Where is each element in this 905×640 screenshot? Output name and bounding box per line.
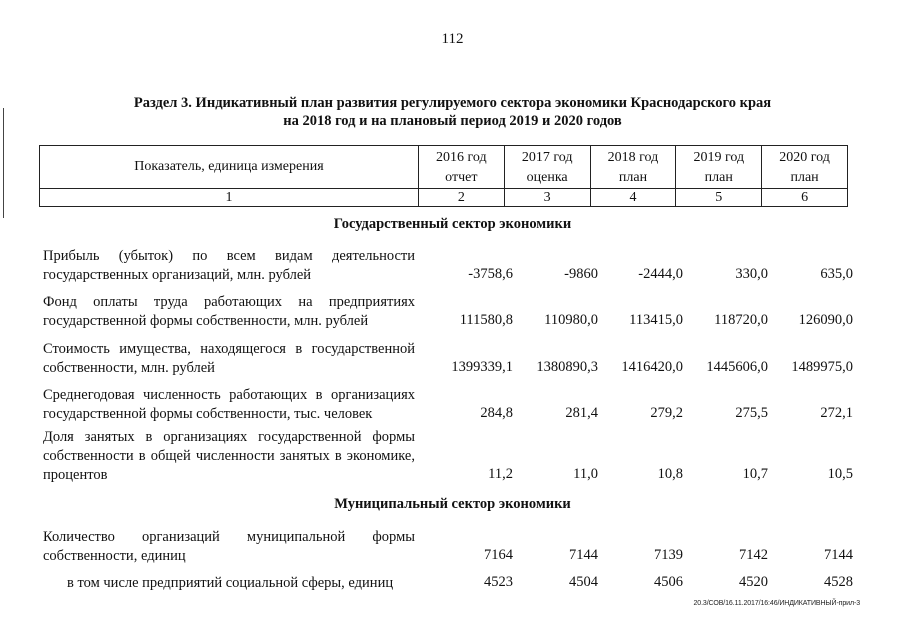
- value-cell: 4528: [824, 574, 853, 590]
- value-cell: 330,0: [735, 266, 768, 282]
- value-cell: -2444,0: [638, 266, 683, 282]
- column-number: 4: [590, 189, 676, 207]
- value-cell: 1416420,0: [621, 359, 683, 375]
- value-cell: 4504: [569, 574, 598, 590]
- value-cell: 10,7: [742, 466, 768, 482]
- year-kind: отчет: [445, 170, 478, 185]
- table-header: [39, 145, 848, 207]
- year-header-2019: [676, 146, 762, 189]
- value-cell: 1380890,3: [536, 359, 598, 375]
- value-cell: 4523: [484, 574, 513, 590]
- year-label: 2018 год: [607, 150, 659, 165]
- section-heading-municipal: Муниципальный сектор экономики: [334, 496, 571, 512]
- year-kind: план: [618, 170, 648, 185]
- value-cell: 11,2: [488, 466, 513, 482]
- value-cell: 110980,0: [544, 312, 598, 328]
- value-cell: 279,2: [650, 405, 683, 421]
- value-cell: 4520: [739, 574, 768, 590]
- section-title-line2: на 2018 год и на плановый период 2019 и 2020 годов: [283, 113, 622, 129]
- year-header-2018: [590, 146, 676, 189]
- column-number: 3: [504, 189, 590, 207]
- value-cell: 272,1: [820, 405, 853, 421]
- year-header-2016: [418, 146, 504, 189]
- row-label: в том числе предприятий социальной сферы, единиц: [67, 575, 394, 591]
- row-label: Среднегодовая численность работающих в организациях государственной формы собственности, тыс. человек: [43, 387, 415, 422]
- column-number: 6: [762, 189, 848, 207]
- year-kind: план: [704, 170, 733, 185]
- value-cell: 284,8: [480, 405, 513, 421]
- value-cell: 111580,8: [459, 312, 513, 328]
- document-code: 20.3/СОВ/16.11.2017/16:46/ИНДИКАТИВНЫЙ-прил-3: [693, 600, 860, 607]
- row-label: Фонд оплаты труда работающих на предприятиях государственной формы собственности, млн. рублей: [43, 294, 415, 329]
- value-cell: 10,5: [827, 466, 853, 482]
- indicator-header: Показатель, единица измерения: [40, 146, 419, 189]
- value-cell: 126090,0: [798, 312, 853, 328]
- value-cell: 4506: [654, 574, 683, 590]
- value-cell: 281,4: [565, 405, 598, 421]
- value-cell: 7144: [569, 547, 598, 563]
- value-cell: 7164: [484, 547, 513, 563]
- value-cell: -9860: [564, 266, 598, 282]
- value-cell: 1399339,1: [451, 359, 513, 375]
- section-heading-state: Государственный сектор экономики: [333, 216, 572, 232]
- value-cell: 1489975,0: [791, 359, 853, 375]
- row-label: Стоимость имущества, находящегося в государственной собственности, млн. рублей: [43, 341, 415, 376]
- row-label: Количество организаций муниципальной формы собственности, единиц: [43, 529, 415, 564]
- section-title-line1: Раздел 3. Индикативный план развития регулируемого сектора экономики Краснодарского края: [133, 95, 772, 111]
- year-header-2020: [762, 146, 848, 189]
- value-cell: 113415,0: [629, 312, 683, 328]
- value-cell: 7142: [739, 547, 768, 563]
- value-cell: 635,0: [820, 266, 853, 282]
- year-kind: оценка: [526, 170, 568, 185]
- value-cell: 1445606,0: [706, 359, 768, 375]
- value-cell: 7144: [824, 547, 853, 563]
- year-header-2017: [504, 146, 590, 189]
- value-cell: 275,5: [735, 405, 768, 421]
- year-kind: план: [790, 170, 819, 185]
- row-label: Прибыль (убыток) по всем видам деятельности государственных организаций, млн. рублей: [43, 248, 415, 283]
- value-cell: -3758,6: [468, 266, 513, 282]
- year-label: 2020 год: [779, 150, 830, 165]
- year-label: 2019 год: [693, 150, 745, 165]
- value-cell: 11,0: [573, 466, 598, 482]
- row-label: Доля занятых в организациях государственной формы собственности в общей численности занятых в экономике, процентов: [43, 429, 415, 483]
- value-cell: 10,8: [657, 466, 683, 482]
- column-number: 2: [418, 189, 504, 207]
- year-label: 2017 год: [521, 150, 573, 165]
- value-cell: 118720,0: [714, 312, 768, 328]
- year-label: 2016 год: [436, 150, 487, 165]
- page-number: 112: [441, 31, 464, 47]
- value-cell: 7139: [654, 547, 683, 563]
- column-number: 5: [676, 189, 762, 207]
- column-number: 1: [40, 189, 419, 207]
